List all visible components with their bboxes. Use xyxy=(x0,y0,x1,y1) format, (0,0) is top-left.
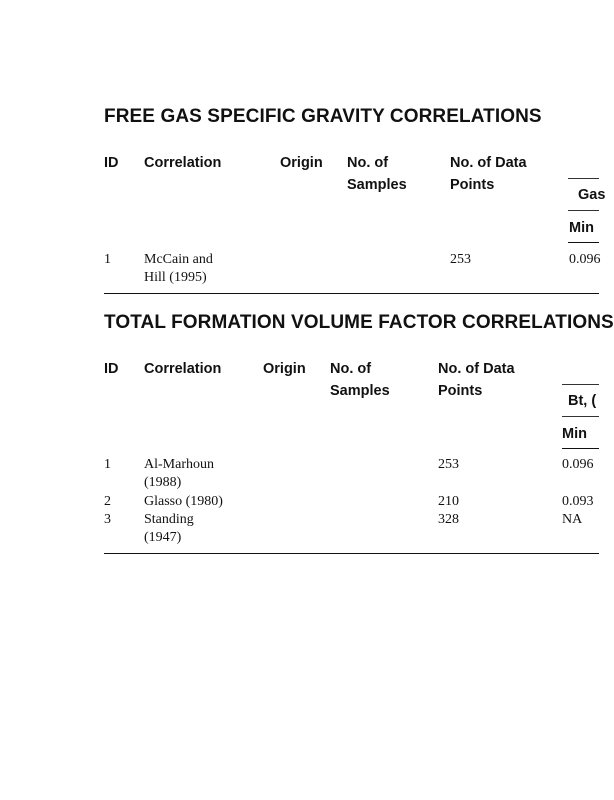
table-bottom-rule xyxy=(104,553,599,554)
header-samples-line2: Samples xyxy=(347,177,407,193)
header-correlation: Correlation xyxy=(144,361,222,377)
table-bottom-rule xyxy=(104,293,599,294)
header-min: Min xyxy=(562,426,587,442)
group-header-rule-top xyxy=(568,178,599,179)
header-origin: Origin xyxy=(263,361,306,377)
header-samples-line2: Samples xyxy=(330,383,390,399)
header-origin: Origin xyxy=(280,155,323,171)
header-group: Bt, ( xyxy=(568,393,597,409)
header-min: Min xyxy=(569,220,594,236)
row-correlation-line1: McCain and xyxy=(144,252,213,267)
header-points-line2: Points xyxy=(450,177,495,193)
row-min: 0.096 xyxy=(562,457,594,472)
header-id: ID xyxy=(104,155,119,171)
row-points: 253 xyxy=(450,252,471,267)
header-samples-line1: No. of xyxy=(330,361,372,377)
row-points: 328 xyxy=(438,512,459,527)
row-min: 0.093 xyxy=(562,494,594,509)
row-id: 2 xyxy=(104,494,111,509)
row-correlation-line1: Glasso (1980) xyxy=(144,494,223,509)
header-group: Gas xyxy=(578,187,606,203)
row-points: 210 xyxy=(438,494,459,509)
header-correlation: Correlation xyxy=(144,155,222,171)
row-points: 253 xyxy=(438,457,459,472)
row-correlation-line2: (1988) xyxy=(144,475,182,490)
row-id: 3 xyxy=(104,512,111,527)
header-rule xyxy=(562,448,599,449)
row-id: 1 xyxy=(104,457,111,472)
row-correlation-line2: (1947) xyxy=(144,530,182,545)
header-points-line1: No. of Data xyxy=(450,155,527,171)
row-correlation-line2: Hill (1995) xyxy=(144,270,207,285)
header-points-line2: Points xyxy=(438,383,483,399)
row-id: 1 xyxy=(104,252,111,267)
header-id: ID xyxy=(104,361,119,377)
row-correlation-line1: Al-Marhoun xyxy=(144,457,214,472)
header-samples-line1: No. of xyxy=(347,155,389,171)
header-points-line1: No. of Data xyxy=(438,361,515,377)
row-min: NA xyxy=(562,512,583,527)
row-min: 0.096 xyxy=(569,252,601,267)
group-header-rule-top xyxy=(562,384,599,385)
table-title: FREE GAS SPECIFIC GRAVITY CORRELATIONS xyxy=(104,106,542,127)
header-rule xyxy=(568,242,599,243)
row-correlation-line1: Standing xyxy=(144,512,194,527)
group-header-rule-bottom xyxy=(562,416,599,417)
group-header-rule-bottom xyxy=(568,210,599,211)
table-title: TOTAL FORMATION VOLUME FACTOR CORRELATIONS xyxy=(104,312,614,333)
